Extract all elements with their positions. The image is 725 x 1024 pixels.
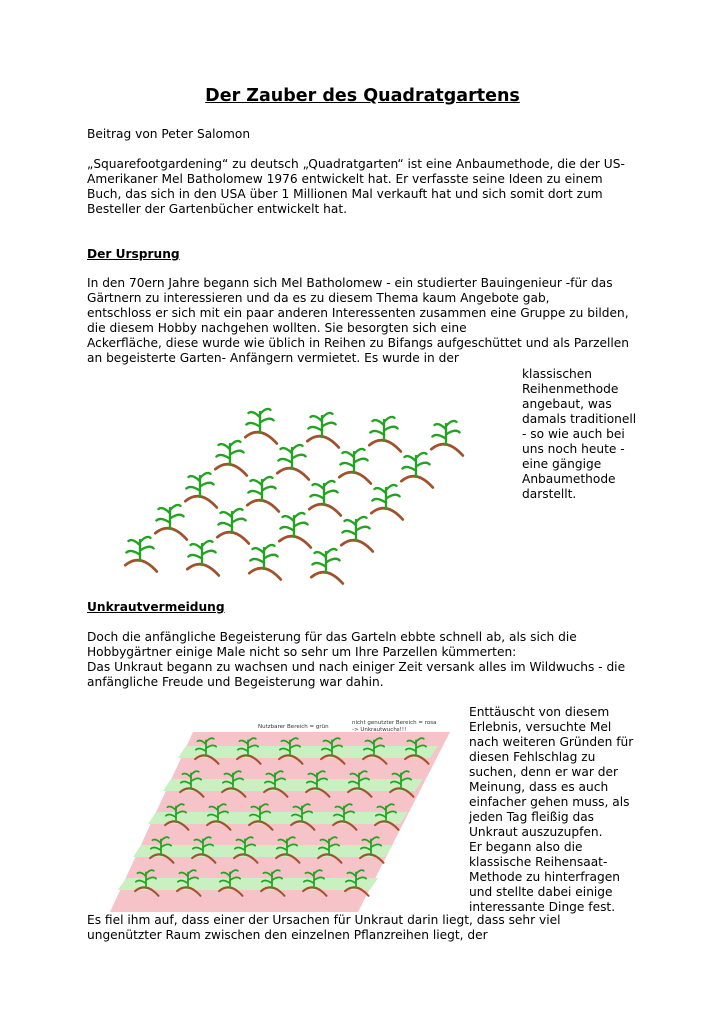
- plant-icon: [369, 417, 401, 452]
- side-line: - so wie auch bei: [522, 427, 625, 441]
- side-line: Anbaumethode: [522, 472, 616, 486]
- side-line: Meinung, dass es auch: [469, 780, 609, 794]
- plant-icon: [125, 537, 157, 572]
- body-line: Gärtnern zu interessieren und da es zu diesem Thema kaum Angebote gab,: [87, 291, 550, 305]
- plant-icon: [339, 449, 371, 484]
- plant-icon: [307, 413, 339, 448]
- side-line: klassischen: [522, 367, 592, 381]
- body-line: In den 70ern Jahre begann sich Mel Batholomew - ein studierter Bauingenieur -für das: [87, 276, 613, 290]
- plant-grid: [125, 409, 463, 584]
- plant-icon: [185, 473, 217, 508]
- plant-icon: [279, 513, 311, 548]
- page-title: Der Zauber des Quadratgartens: [205, 86, 520, 106]
- plant-icon: [249, 545, 280, 580]
- pink-area-label: nicht genutzter Bereich = rosa -> Unkrautwuchs!!!: [352, 720, 437, 733]
- section-heading-unkrautvermeidung: Unkrautvermeidung: [87, 600, 225, 614]
- plant-icon: [309, 481, 341, 516]
- plant-icon: [247, 477, 278, 512]
- side-line: Methode zu hinterfragen: [469, 870, 620, 884]
- plant-icon: [245, 409, 276, 444]
- body-line: Ackerfläche, diese wurde wie üblich in Reihen zu Bifangs aufgeschüttet und als Parzellen: [87, 336, 629, 350]
- body-line: ungenützter Raum zwischen den einzelnen Pflanzreihen liegt, der: [87, 928, 488, 942]
- usable-strip: [133, 845, 393, 857]
- side-line: klassische Reihensaat-: [469, 855, 608, 869]
- body-line: Hobbygärtner einige Male nicht so sehr um Ihre Parzellen kümmerten:: [87, 645, 517, 659]
- plant-icon: [187, 541, 219, 576]
- plant-icon: [217, 509, 249, 544]
- side-line: damals traditionell: [522, 412, 637, 426]
- plant-icon: [341, 517, 373, 552]
- author-line: Beitrag von Peter Salomon: [87, 127, 251, 141]
- side-line: diesen Fehlschlag zu: [469, 750, 596, 764]
- side-line: suchen, denn er war der: [469, 765, 618, 779]
- garden-bed-illustration: [108, 712, 458, 914]
- plant-icon: [401, 453, 433, 488]
- body-line: die diesem Hobby nachgehen wollten. Sie besorgten sich eine: [87, 321, 467, 335]
- usable-strip: [118, 878, 378, 890]
- plant-icon: [371, 485, 403, 520]
- plant-icon: [277, 445, 309, 480]
- body-line: Es fiel ihm auf, dass einer der Ursachen für Unkraut darin liegt, dass sehr viel: [87, 913, 561, 927]
- body-line: anfängliche Freude und Begeisterung war dahin.: [87, 675, 384, 689]
- side-line: darstellt.: [522, 487, 577, 501]
- plant-icon: [431, 421, 463, 456]
- usable-strip: [178, 746, 438, 758]
- usable-strip: [163, 779, 423, 791]
- side-line: interessante Dinge fest.: [469, 900, 616, 914]
- side-line: Enttäuscht von diesem: [469, 705, 610, 719]
- section-heading-ursprung: Der Ursprung: [87, 247, 180, 261]
- plant-icon: [311, 549, 343, 584]
- intro-line: Besteller der Gartenbücher entwickelt hat.: [87, 202, 348, 216]
- body-line: Doch die anfängliche Begeisterung für das Garteln ebbte schnell ab, als sich die: [87, 630, 577, 644]
- intro-line: „Squarefootgardening“ zu deutsch „Quadratgarten“ ist eine Anbaumethode, die der US-: [87, 157, 625, 171]
- side-line: nach weiteren Gründen für: [469, 735, 634, 749]
- plant-icon: [155, 505, 187, 540]
- side-line: Erlebnis, versuchte Mel: [469, 720, 612, 734]
- body-line: entschloss er sich mit ein paar anderen Interessenten zusammen eine Gruppe zu bilden,: [87, 306, 629, 320]
- side-line: einfacher gehen muss, als: [469, 795, 630, 809]
- side-line: Er begann also die: [469, 840, 583, 854]
- side-line: Reihenmethode: [522, 382, 619, 396]
- body-line: an begeisterte Garten- Anfängern vermietet. Es wurde in der: [87, 351, 459, 365]
- side-line: eine gängige: [522, 457, 602, 471]
- side-line: und stellte dabei einige: [469, 885, 613, 899]
- side-line: uns noch heute -: [522, 442, 625, 456]
- plant-icon: [215, 441, 247, 476]
- row-planting-illustration: [110, 395, 495, 590]
- side-line: angebaut, was: [522, 397, 612, 411]
- intro-line: Buch, das sich in den USA über 1 Millionen Mal verkauft hat und sich somit dort zum: [87, 187, 603, 201]
- usable-strip: [148, 812, 408, 824]
- green-area-label: Nutzbarer Bereich = grün: [258, 724, 329, 730]
- side-line: jeden Tag fleißig das: [469, 810, 595, 824]
- intro-line: Amerikaner Mel Batholomew 1976 entwickelt hat. Er verfasste seine Ideen zu einem: [87, 172, 603, 186]
- body-line: Das Unkraut begann zu wachsen und nach einiger Zeit versank alles im Wildwuchs - die: [87, 660, 626, 674]
- side-line: Unkraut auszuzupfen.: [469, 825, 603, 839]
